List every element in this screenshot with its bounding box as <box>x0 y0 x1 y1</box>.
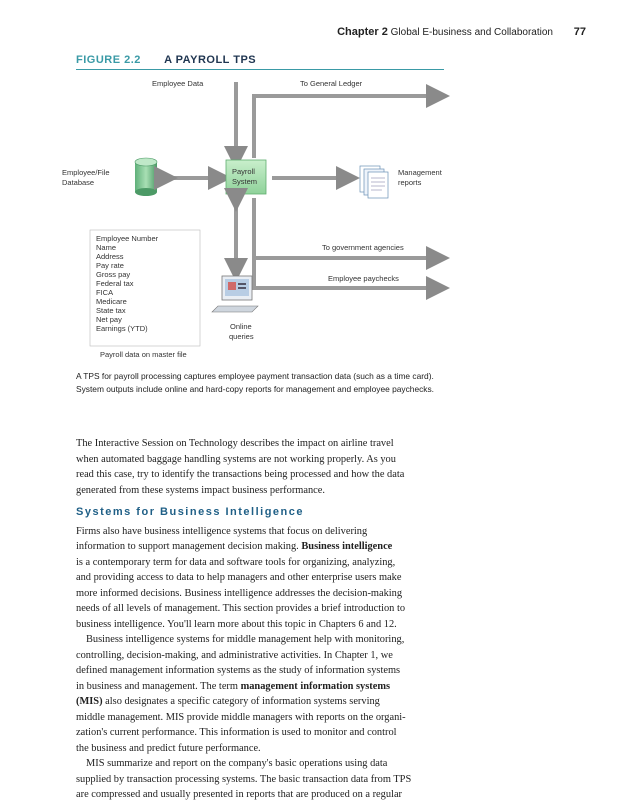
body-line: MIS summarize and report on the company's basic operations using data <box>86 758 388 769</box>
database-icon <box>135 158 157 196</box>
body-line: read this case, try to identify the transactions being processed and how the data <box>76 469 405 480</box>
body-line: supplied by transaction processing systems. The basic transaction data from TPS <box>76 773 412 785</box>
figure-caption <box>76 370 456 395</box>
body-line: middle management. MIS provide middle managers with reports on the organi- <box>76 711 406 723</box>
body-line: The Interactive Session on Technology describes the impact on airline travel <box>76 438 394 449</box>
label-payroll-1: Payroll <box>232 167 255 176</box>
section-heading: Systems for Business Intelligence <box>76 506 305 518</box>
key-term: (MIS) <box>76 696 103 707</box>
chapter-title: Global E-business and Collaboration <box>390 27 553 38</box>
figure-number: FIGURE 2.2 <box>76 54 141 66</box>
field-item: Medicare <box>96 297 127 306</box>
reports-icon <box>360 166 388 198</box>
caption-line: A TPS for payroll processing captures employee payment transaction data (such as a time card). <box>76 371 434 381</box>
field-item: Pay rate <box>96 261 124 270</box>
figure-title <box>76 54 256 66</box>
chapter-label: Chapter 2 <box>337 26 388 38</box>
label-mgmt-2: reports <box>398 178 422 187</box>
body-text <box>76 436 454 803</box>
field-item: FICA <box>96 288 114 297</box>
body-line: zation's current performance. This information is used to monitor and control <box>76 727 397 738</box>
field-item: Earnings (YTD) <box>96 324 148 333</box>
field-item: Gross pay <box>96 270 131 279</box>
label-master-file: Payroll data on master file <box>100 350 187 359</box>
label-online-2: queries <box>229 332 254 341</box>
body-line: when automated baggage handling systems are not working properly. As you <box>76 453 396 465</box>
label-online-1: Online <box>230 322 252 331</box>
text-run: also designates a specific category of information systems serving <box>102 696 380 707</box>
label-paychecks: Employee paychecks <box>328 274 399 283</box>
field-item: State tax <box>96 306 126 315</box>
body-line: needs of all levels of management. This section provides a brief introduction to <box>76 603 406 614</box>
label-payroll-2: System <box>232 177 258 186</box>
label-file-db-1: Employee/File <box>62 168 110 177</box>
body-line <box>76 539 454 555</box>
text-run: in business and management. The term <box>76 680 241 692</box>
field-item: Name <box>96 243 117 252</box>
label-file-db-2: Database <box>62 178 95 187</box>
body-line: Business intelligence systems for middle management help with monitoring, <box>86 634 405 645</box>
key-term: Business intelligence <box>301 541 393 552</box>
body-line: Firms also have business intelligence systems that focus on delivering <box>76 525 368 537</box>
body-line <box>76 694 454 710</box>
field-item: Address <box>96 252 124 261</box>
label-employee-data: Employee Data <box>152 79 204 88</box>
body-line: and providing access to data to help managers and other enterprise users make <box>76 572 402 583</box>
page-number: 77 <box>573 26 586 38</box>
running-head <box>0 26 586 38</box>
body-line <box>76 679 454 695</box>
figure-name: A PAYROLL TPS <box>164 54 257 66</box>
body-line: the business and predict future performance. <box>76 742 261 754</box>
body-line: controlling, decision-making, and administrative activities. In Chapter 1, we <box>76 649 393 661</box>
body-line: is a contemporary term for data and software tools for organizing, analyzing, <box>76 556 396 568</box>
field-item: Employee Number <box>96 234 159 243</box>
label-general-ledger: To General Ledger <box>300 79 363 88</box>
arrow-general-ledger <box>254 96 438 158</box>
text-run: information to support management decision making. <box>76 541 302 552</box>
body-line: more informed decisions. Business intelligence addresses the decision-making <box>76 587 403 599</box>
body-line: business intelligence. You'll learn more about this topic in Chapters 6 and 12. <box>76 618 397 630</box>
body-line: defined management information systems as the study of information systems <box>76 665 401 676</box>
computer-icon <box>212 276 258 312</box>
body-line: are compressed and usually presented in reports that are produced on a regular <box>76 789 403 800</box>
caption-line: System outputs include online and hard-copy reports for management and employee paychecks. <box>76 383 435 394</box>
payroll-tps-diagram <box>60 70 460 370</box>
body-line: generated from these systems impact business performance. <box>76 484 326 496</box>
label-gov-agencies: To government agencies <box>322 243 404 252</box>
label-mgmt-1: Management <box>398 168 442 177</box>
field-item: Net pay <box>96 315 122 324</box>
key-term: management information systems <box>240 680 391 692</box>
field-item: Federal tax <box>96 279 134 288</box>
